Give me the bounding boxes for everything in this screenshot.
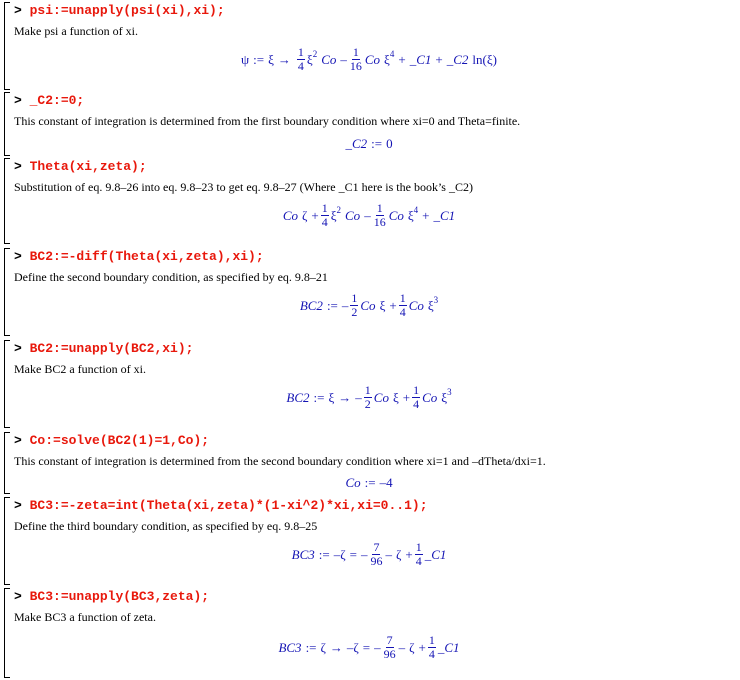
output-math: BC2 := ξ → – $\frac{1}{2}$ Co ξ + $\frac{1}{4}$ Co ξ $^3$ — [286, 383, 452, 411]
exec-group-2 — [2, 92, 736, 156]
input-line[interactable]: > BC3:=-zeta=int(Theta(xi,zeta)*(1-xi^2)*xi,xi=0..1); — [14, 498, 428, 513]
input-line[interactable]: > Theta(xi,zeta); — [14, 159, 147, 174]
comment-text: Substitution of eq. 9.8–26 into eq. 9.8–23 to get eq. 9.8–27 (Where _C1 here is the book’s _C2) — [14, 180, 473, 194]
exec-group-1 — [2, 2, 736, 90]
exec-group-6 — [2, 432, 736, 494]
exec-group-4 — [2, 248, 736, 336]
comment-text: Make psi a function of xi. — [14, 24, 138, 38]
output-math: Co := –4 — [345, 475, 393, 490]
comment-text: This constant of integration is determined from the second boundary condition where xi=1 and –dTheta/dxi=1. — [14, 454, 546, 468]
output-math: _C2 := 0 — [345, 136, 393, 151]
exec-group-7 — [2, 497, 736, 585]
comment-text: Make BC2 a function of xi. — [14, 362, 146, 376]
input-line[interactable]: > BC3:=unapply(BC3,zeta); — [14, 589, 210, 604]
exec-group-5 — [2, 340, 736, 428]
input-line[interactable]: > BC2:=unapply(BC2,xi); — [14, 341, 194, 356]
comment-text: This constant of integration is determined from the first boundary condition where xi=0 and Theta=finite. — [14, 114, 521, 128]
input-line[interactable]: > Co:=solve(BC2(1)=1,Co); — [14, 433, 210, 448]
comment-text: Make BC3 a function of zeta. — [14, 610, 156, 624]
output-math: BC3 := ζ → – ζ = – $\frac{7}{96}$ – ζ + $\frac{1}{4}$ _C1 — [278, 633, 460, 661]
output-math: BC3 := – ζ = – $\frac{7}{96}$ – ζ + $\frac{1}{4}$ _C1 — [291, 540, 447, 568]
input-line[interactable]: > BC2:=-diff(Theta(xi,zeta),xi); — [14, 249, 264, 264]
comment-text: Define the second boundary condition, as specified by eq. 9.8–21 — [14, 270, 328, 284]
exec-group-8 — [2, 588, 736, 678]
comment-text: Define the third boundary condition, as specified by eq. 9.8–25 — [14, 519, 318, 533]
output-math: Co ζ + $\frac{1}{4}$ ξ $^2$ Co – $\frac{1}{16}$ Co ξ $^4$ + _C1 — [282, 201, 456, 229]
output-math: BC2 := – $\frac{1}{2}$ Co ξ + $\frac{1}{4}$ Co ξ $^3$ — [299, 291, 439, 319]
input-line[interactable]: > psi:=unapply(psi(xi),xi); — [14, 3, 225, 18]
input-line[interactable]: > _C2:=0; — [14, 93, 85, 108]
exec-group-3 — [2, 158, 736, 244]
output-math: ψ := ξ → $\frac{1}{4}$ ξ $^2$ Co – $\frac{1}{16}$ Co ξ $^4$ + _C1 + _C2 ln( ξ ) — [241, 45, 497, 73]
